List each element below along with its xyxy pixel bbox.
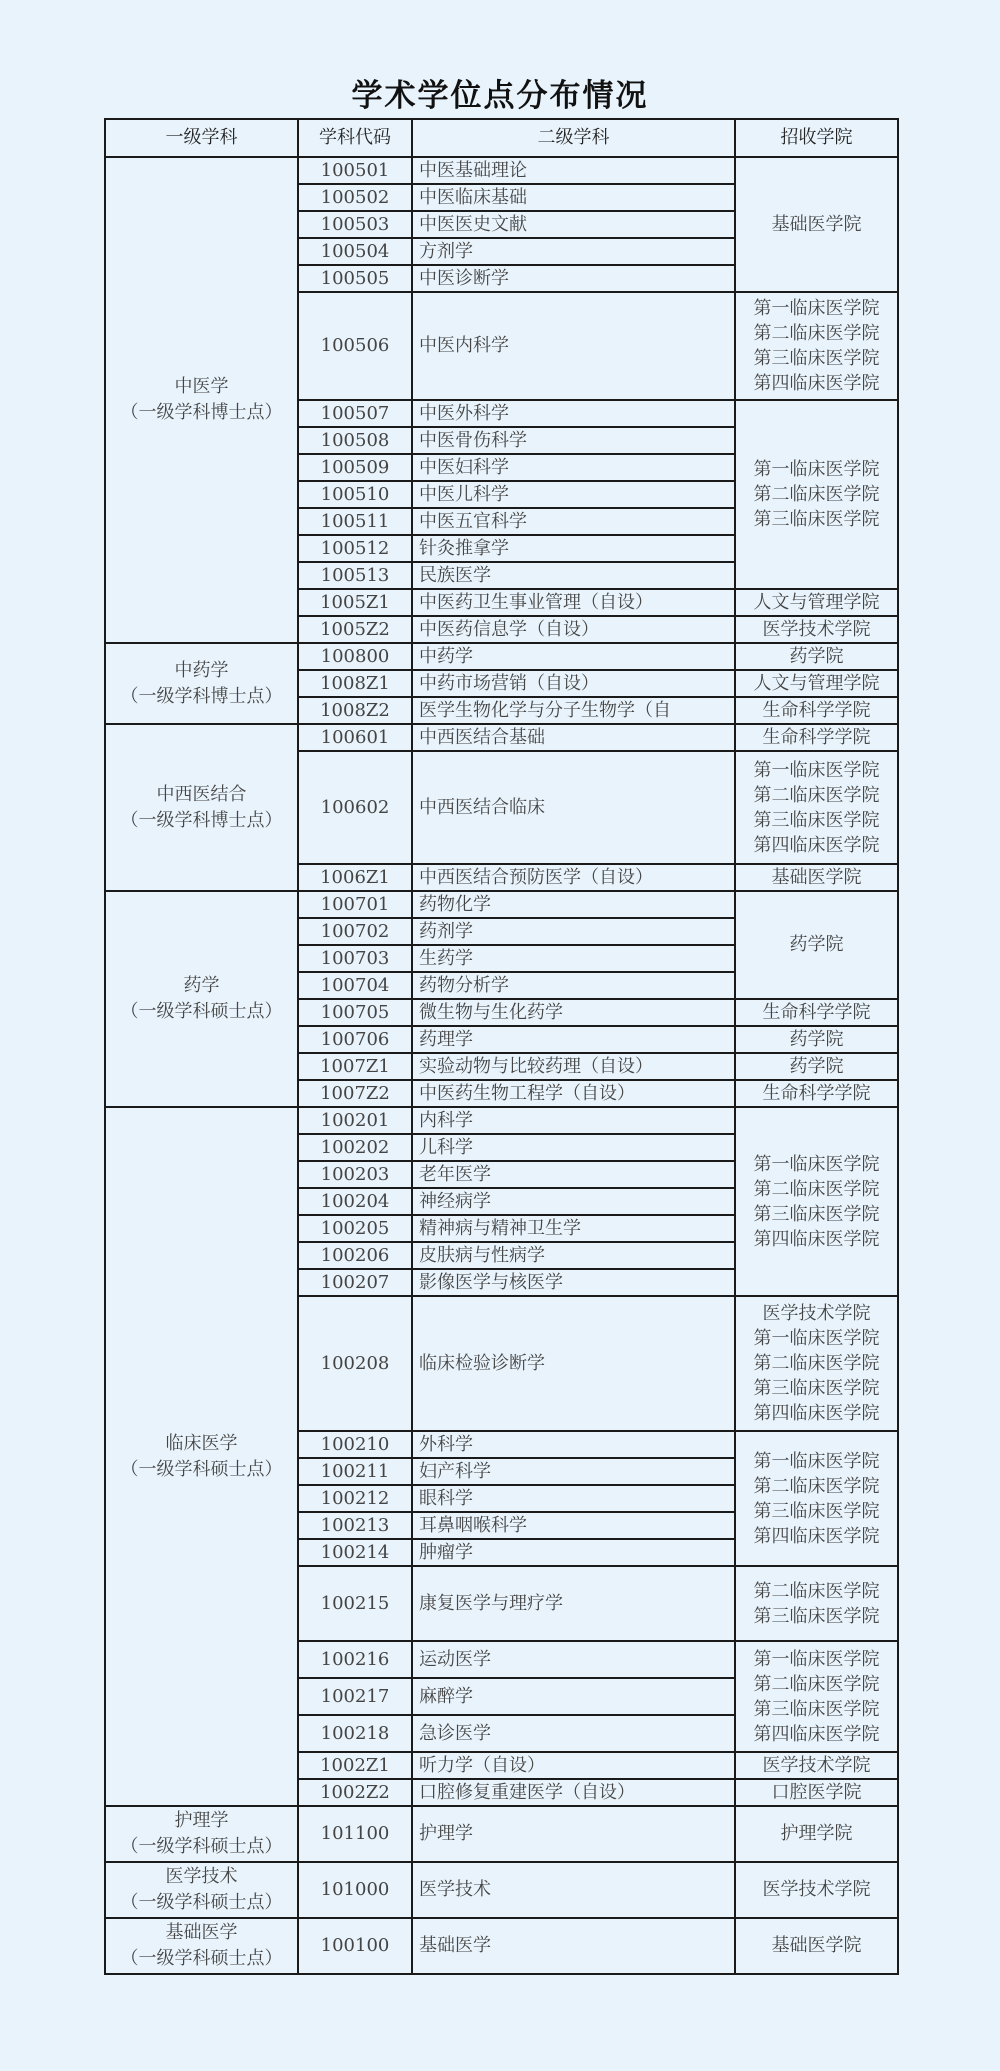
subject-name: 妇产科学 (412, 1458, 735, 1485)
subject-code: 100702 (298, 918, 412, 945)
major-discipline-cell (105, 1918, 298, 1974)
subject-code: 1007Z2 (298, 1080, 412, 1107)
subject-code: 100504 (298, 238, 412, 265)
table-header-row (105, 119, 898, 157)
major-discipline-name: 药学 (183, 975, 220, 996)
header-code: 学科代码 (298, 119, 412, 157)
subject-code: 100509 (298, 454, 412, 481)
major-discipline-type: （一级学科硕士点） (120, 1948, 283, 1969)
admitting-college: 药学院 (735, 891, 898, 999)
admitting-college: 人文与管理学院 (735, 670, 898, 697)
subject-name: 药理学 (412, 1026, 735, 1053)
subject-code: 100204 (298, 1188, 412, 1215)
table-row (105, 1107, 898, 1134)
major-discipline-type: （一级学科硕士点） (120, 1892, 283, 1913)
subject-name: 药物化学 (412, 891, 735, 918)
subject-code: 100217 (298, 1678, 412, 1715)
subject-code: 100211 (298, 1458, 412, 1485)
subject-name: 基础医学 (412, 1918, 735, 1974)
admitting-college: 第一临床医学院 第二临床医学院 第三临床医学院 (735, 400, 898, 589)
subject-code: 100703 (298, 945, 412, 972)
subject-name: 老年医学 (412, 1161, 735, 1188)
subject-code: 100513 (298, 562, 412, 589)
table-row (105, 724, 898, 751)
subject-code: 100800 (298, 643, 412, 670)
subject-name: 急诊医学 (412, 1715, 735, 1752)
subject-name: 护理学 (412, 1806, 735, 1862)
subject-code: 100507 (298, 400, 412, 427)
subject-name: 医学技术 (412, 1862, 735, 1918)
admitting-college: 第一临床医学院 第二临床医学院 第三临床医学院 第四临床医学院 (735, 751, 898, 864)
admitting-college: 生命科学学院 (735, 1080, 898, 1107)
subject-code: 100206 (298, 1242, 412, 1269)
subject-code: 100207 (298, 1269, 412, 1296)
subject-name: 中药学 (412, 643, 735, 670)
table-body (105, 157, 898, 1974)
subject-name: 针灸推拿学 (412, 535, 735, 562)
major-discipline-cell (105, 1107, 298, 1806)
subject-code: 1008Z2 (298, 697, 412, 724)
subject-code: 101000 (298, 1862, 412, 1918)
major-discipline-cell (105, 1862, 298, 1918)
subject-name: 口腔修复重建医学（自设） (412, 1779, 735, 1806)
subject-code: 100502 (298, 184, 412, 211)
subject-code: 1007Z1 (298, 1053, 412, 1080)
major-discipline-type: （一级学科硕士点） (120, 1001, 283, 1022)
major-discipline-name: 中医学 (174, 376, 229, 397)
subject-name: 药物分析学 (412, 972, 735, 999)
subject-code: 100706 (298, 1026, 412, 1053)
major-discipline-name: 护理学 (174, 1810, 229, 1831)
table-row (105, 1862, 898, 1918)
admitting-college: 医学技术学院 (735, 616, 898, 643)
major-discipline-cell (105, 1806, 298, 1862)
subject-code: 100212 (298, 1485, 412, 1512)
subject-code: 100601 (298, 724, 412, 751)
subject-name: 中医基础理论 (412, 157, 735, 184)
subject-code: 100501 (298, 157, 412, 184)
admitting-college: 第一临床医学院 第二临床医学院 第三临床医学院 第四临床医学院 (735, 1107, 898, 1296)
admitting-college: 护理学院 (735, 1806, 898, 1862)
subject-name: 中西医结合基础 (412, 724, 735, 751)
subject-code: 100701 (298, 891, 412, 918)
admitting-college: 口腔医学院 (735, 1779, 898, 1806)
subject-name: 中医医史文献 (412, 211, 735, 238)
subject-name: 中医药生物工程学（自设） (412, 1080, 735, 1107)
header-college: 招收学院 (735, 119, 898, 157)
major-discipline-type: （一级学科博士点） (120, 402, 283, 423)
subject-name: 麻醉学 (412, 1678, 735, 1715)
subject-code: 100506 (298, 292, 412, 400)
major-discipline-name: 中西医结合 (156, 783, 247, 805)
subject-name: 听力学（自设） (412, 1752, 735, 1779)
admitting-college: 第一临床医学院 第二临床医学院 第三临床医学院 第四临床医学院 (735, 1641, 898, 1752)
subject-code: 100704 (298, 972, 412, 999)
subject-name: 精神病与精神卫生学 (412, 1215, 735, 1242)
major-discipline-cell (105, 891, 298, 1107)
subject-name: 外科学 (412, 1431, 735, 1458)
subject-code: 1002Z2 (298, 1779, 412, 1806)
subject-name: 中医药信息学（自设） (412, 616, 735, 643)
subject-name: 中西医结合临床 (412, 751, 735, 864)
admitting-college: 基础医学院 (735, 157, 898, 292)
major-discipline-type: （一级学科硕士点） (120, 1458, 283, 1480)
subject-name: 中医临床基础 (412, 184, 735, 211)
subject-name: 方剂学 (412, 238, 735, 265)
subject-name: 中西医结合预防医学（自设） (412, 864, 735, 891)
discipline-table (104, 118, 899, 1975)
major-discipline-cell (105, 724, 298, 891)
subject-name: 中医外科学 (412, 400, 735, 427)
admitting-college: 医学技术学院 第一临床医学院 第二临床医学院 第三临床医学院 第四临床医学院 (735, 1296, 898, 1431)
subject-name: 儿科学 (412, 1134, 735, 1161)
subject-name: 药剂学 (412, 918, 735, 945)
header-level1: 一级学科 (105, 119, 298, 157)
admitting-college: 第二临床医学院 第三临床医学院 (735, 1566, 898, 1641)
subject-name: 眼科学 (412, 1485, 735, 1512)
subject-name: 中医内科学 (412, 292, 735, 400)
major-discipline-type: （一级学科硕士点） (120, 1836, 283, 1857)
subject-code: 100201 (298, 1107, 412, 1134)
subject-code: 100202 (298, 1134, 412, 1161)
admitting-college: 基础医学院 (735, 864, 898, 891)
admitting-college: 第一临床医学院 第二临床医学院 第三临床医学院 第四临床医学院 (735, 1431, 898, 1566)
admitting-college: 生命科学学院 (735, 697, 898, 724)
admitting-college: 人文与管理学院 (735, 589, 898, 616)
subject-name: 民族医学 (412, 562, 735, 589)
subject-name: 内科学 (412, 1107, 735, 1134)
subject-code: 100208 (298, 1296, 412, 1431)
admitting-college: 生命科学学院 (735, 999, 898, 1026)
subject-name: 生药学 (412, 945, 735, 972)
subject-code: 1006Z1 (298, 864, 412, 891)
admitting-college: 药学院 (735, 1053, 898, 1080)
page-title: 学术学位点分布情况 (351, 78, 649, 114)
subject-code: 1005Z2 (298, 616, 412, 643)
subject-name: 中医儿科学 (412, 481, 735, 508)
major-discipline-type: （一级学科博士点） (120, 685, 283, 707)
subject-code: 1002Z1 (298, 1752, 412, 1779)
subject-name: 皮肤病与性病学 (412, 1242, 735, 1269)
admitting-college: 药学院 (735, 1026, 898, 1053)
major-discipline-cell (105, 643, 298, 724)
subject-code: 100216 (298, 1641, 412, 1678)
subject-code: 100510 (298, 481, 412, 508)
subject-code: 100503 (298, 211, 412, 238)
subject-code: 1005Z1 (298, 589, 412, 616)
subject-code: 100213 (298, 1512, 412, 1539)
subject-name: 医学生物化学与分子生物学（自 (412, 697, 735, 724)
subject-code: 100215 (298, 1566, 412, 1641)
subject-code: 1008Z1 (298, 670, 412, 697)
subject-name: 中药市场营销（自设） (412, 670, 735, 697)
subject-code: 100511 (298, 508, 412, 535)
subject-code: 101100 (298, 1806, 412, 1862)
subject-name: 中医五官科学 (412, 508, 735, 535)
subject-code: 100512 (298, 535, 412, 562)
major-discipline-name: 临床医学 (165, 1432, 238, 1454)
subject-code: 100602 (298, 751, 412, 864)
subject-name: 临床检验诊断学 (412, 1296, 735, 1431)
subject-name: 耳鼻咽喉科学 (412, 1512, 735, 1539)
table-row (105, 1918, 898, 1974)
table-row (105, 1806, 898, 1862)
subject-name: 运动医学 (412, 1641, 735, 1678)
header-level2: 二级学科 (412, 119, 735, 157)
subject-name: 影像医学与核医学 (412, 1269, 735, 1296)
subject-code: 100705 (298, 999, 412, 1026)
subject-name: 中医骨伤科学 (412, 427, 735, 454)
subject-name: 中医药卫生事业管理（自设） (412, 589, 735, 616)
subject-name: 实验动物与比较药理（自设） (412, 1053, 735, 1080)
subject-code: 100100 (298, 1918, 412, 1974)
subject-name: 中医诊断学 (412, 265, 735, 292)
major-discipline-name: 中药学 (174, 659, 229, 681)
subject-code: 100205 (298, 1215, 412, 1242)
admitting-college: 医学技术学院 (735, 1862, 898, 1918)
subject-code: 100214 (298, 1539, 412, 1566)
subject-name: 康复医学与理疗学 (412, 1566, 735, 1641)
subject-code: 100210 (298, 1431, 412, 1458)
major-discipline-type: （一级学科博士点） (120, 809, 283, 831)
subject-code: 100505 (298, 265, 412, 292)
admitting-college: 药学院 (735, 643, 898, 670)
subject-code: 100218 (298, 1715, 412, 1752)
admitting-college: 生命科学学院 (735, 724, 898, 751)
admitting-college: 医学技术学院 (735, 1752, 898, 1779)
table-row (105, 891, 898, 918)
major-discipline-cell (105, 157, 298, 643)
subject-code: 100508 (298, 427, 412, 454)
subject-name: 神经病学 (412, 1188, 735, 1215)
subject-name: 微生物与生化药学 (412, 999, 735, 1026)
table-row (105, 643, 898, 670)
subject-name: 肿瘤学 (412, 1539, 735, 1566)
subject-name: 中医妇科学 (412, 454, 735, 481)
major-discipline-name: 基础医学 (165, 1922, 238, 1943)
major-discipline-name: 医学技术 (165, 1866, 238, 1887)
admitting-college: 基础医学院 (735, 1918, 898, 1974)
admitting-college: 第一临床医学院 第二临床医学院 第三临床医学院 第四临床医学院 (735, 292, 898, 400)
table-row (105, 157, 898, 184)
subject-code: 100203 (298, 1161, 412, 1188)
